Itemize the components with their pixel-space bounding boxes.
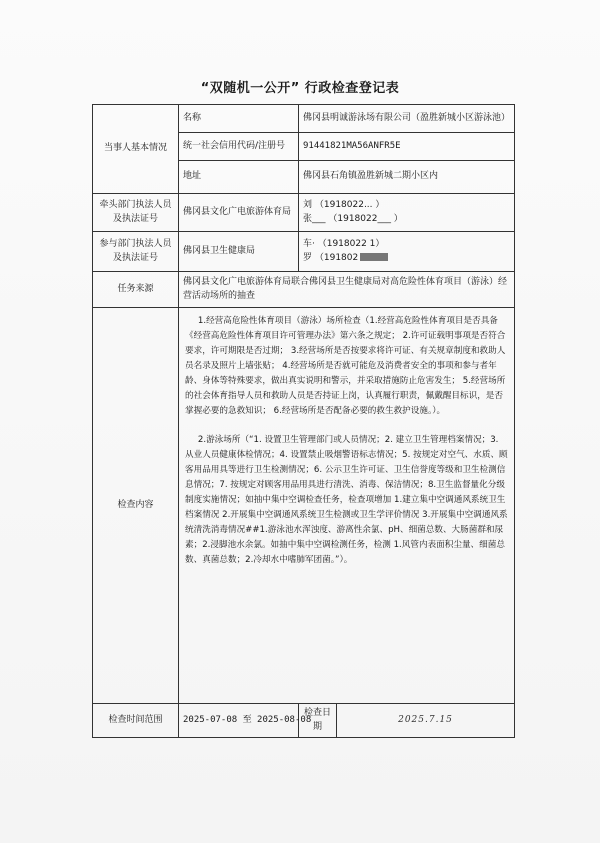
inspection-date-label: 检查日期 [299,704,337,738]
inspection-date-handwritten: 2025.7.15 [337,704,515,738]
to-word: 至 [242,714,252,725]
inspection-content [179,308,515,704]
lead-dept-name: 佛冈县文化广电旅游体育局 [179,194,299,232]
inspection-para-1: 1.经营高危险性体育项目（游泳）场所检查（1.经营高危险性体育项目是否具备《经营高危险性体育项目许可管理办法》第六条之规定； 2.许可证载明事项是否符合要求，许可期限是否过期； 3.经营场所是否按要求将许可证、有关规章制度和救助人员名录及照片上墙张贴； 4.经营场所是否就可能危及消费者安全的事项和参与者年龄、身体等特殊要求，做出真实说明和警示，并采取措施防止危害发生； 5.经营场所的社会体育指导人员和救助人员是否持证上岗，认真履行职责，佩戴醒目标识，是否掌握必要的急救知识； 6.经营场所是否配备必要的救生救护设施。）。 [185,316,506,417]
join-dept-name: 佛冈县卫生健康局 [179,232,299,272]
inspection-form-table [92,104,515,738]
credit-code-label: 统一社会信用代码/注册号 [179,133,299,161]
row-time [93,704,515,738]
inspection-label: 检查内容 [93,308,179,704]
time-range-label: 检查时间范围 [93,704,179,738]
inspection-para-2: 2.游泳场所（“1. 设置卫生管理部门或人员情况；2. 建立卫生管理档案情况；3. 从业人员健康体检情况；4. 设置禁止吸烟警语标志情况；5. 按规定对空气、水质、顾客用品用具等进行卫生检测情况；6. 公示卫生许可证、卫生信誉度等级和卫生检测信息情况；7. 按规定对顾客用品用具进行清洗、消毒、保洁情况；8.卫生监督量化分级制度实施情况；如抽中集中空调检查任务，检查项增加 1.建立集中空调通风系统卫生档案情况 2.开展集中空调通风系统卫生检测或卫生学评价情况 3.开展集中空调通风系统清洗消毒情况##1.游泳池水浑浊度、游离性余氯、pH、细菌总数、大肠菌群和尿素；2.浸脚池水余氯。如抽中集中空调检测任务，检测 1.风管内表面积尘量、细菌总数、真菌总数；2.冷却水中嗜肺军团菌。”）。 [185,435,508,566]
lead-dept-persons [299,194,515,232]
join-person-1: 车· （1918022 1） [303,239,385,249]
end-date: 2025-08-08 [257,714,312,725]
lead-person-1: 刘 （1918022... ） [303,200,385,210]
name-value: 佛冈县明诚游泳场有限公司（盈胜新城小区游泳池） [299,105,515,133]
join-person-2-wrap [303,252,510,266]
redaction-mark [360,253,388,261]
party-section-label: 当事人基本情况 [93,105,179,194]
start-date: 2025-07-08 [183,714,238,725]
credit-code-value: 91441821MA56ANFR5E [299,133,515,161]
row-join-dept [93,232,515,272]
document-title: “双随机一公开” 行政检查登记表 [200,81,400,96]
row-task [93,272,515,308]
lead-person-2: 张___ （1918022___ ） [303,213,403,224]
join-dept-label: 参与部门执法人员及执法证号 [93,232,179,272]
task-label: 任务来源 [93,272,179,308]
row-lead-dept [93,194,515,232]
lead-dept-label: 牵头部门执法人员及执法证号 [93,194,179,232]
row-inspection [93,308,515,704]
row-party-name [93,105,515,133]
join-dept-persons [299,232,515,272]
address-label: 地址 [179,161,299,194]
task-value: 佛冈县文化广电旅游体育局联合佛冈县卫生健康局对高危险性体育项目（游泳）经营活动场所的抽查 [179,272,515,308]
join-person-2: 罗 （191802 [303,252,359,263]
address-value: 佛冈县石角镇盈胜新城二期小区内 [299,161,515,194]
name-label: 名称 [179,105,299,133]
time-range-value [179,704,312,738]
